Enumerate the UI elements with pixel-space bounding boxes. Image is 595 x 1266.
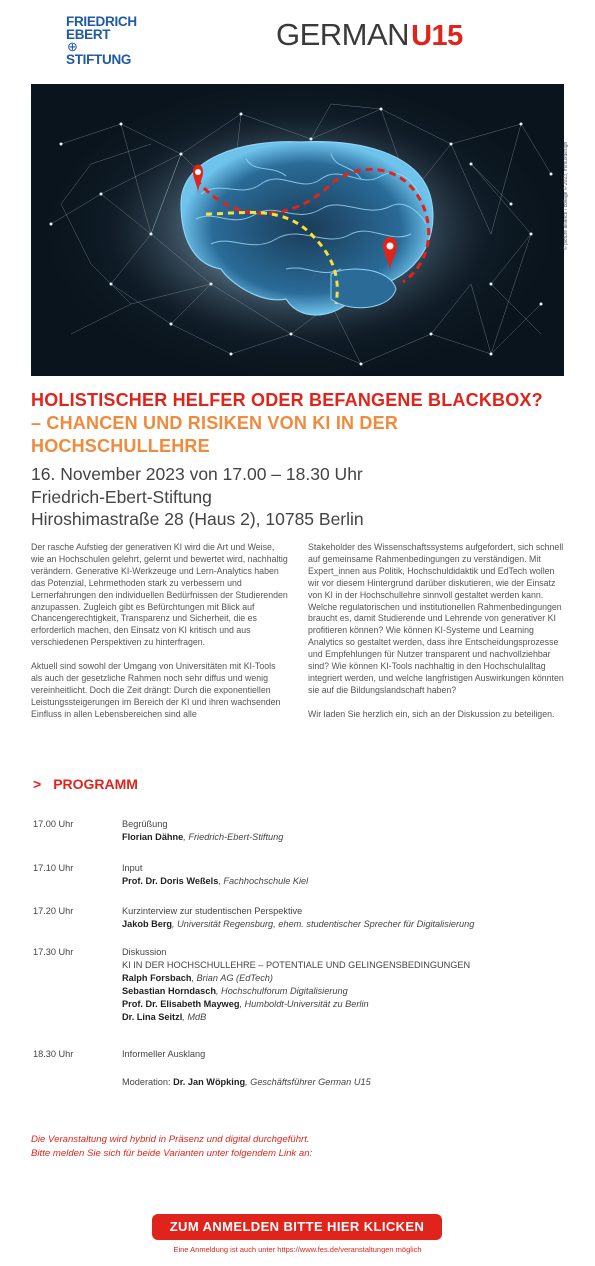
fes-logo <box>66 16 146 66</box>
program-time: 17.00 Uhr <box>33 819 74 829</box>
chevron-right-icon: > <box>33 776 42 792</box>
event-venue: Friedrich-Ebert-Stiftung <box>31 487 212 507</box>
german-u15-word: GERMAN <box>276 17 410 52</box>
plus-icon: ⊕ <box>67 39 78 54</box>
program-time: 17.10 Uhr <box>33 863 74 873</box>
speaker-role: , Hochschulforum Digitalisierung <box>215 986 348 996</box>
german-u15-logo <box>276 18 463 53</box>
registration-hint <box>31 1133 312 1161</box>
speaker-role: , Universität Regensburg, ehem. studentischer Sprecher für Digitalisierung <box>172 919 475 929</box>
speaker-name: Sebastian Horndasch <box>122 986 216 996</box>
hint-line-2: Bitte melden Sie sich für beide Varianten unter folgendem Link an: <box>31 1148 313 1159</box>
hero-image <box>31 84 564 376</box>
program-title: Begrüßung <box>122 819 168 829</box>
program-subtitle: KI IN DER HOCHSCHULLEHRE – POTENTIALE UND GELINGENSBEDINGUNGEN <box>122 960 471 970</box>
register-button[interactable]: ZUM ANMELDEN BITTE HIER KLICKEN <box>152 1214 442 1240</box>
program-title: Input <box>122 863 143 873</box>
speaker-name: Ralph Forsbach <box>122 973 192 983</box>
program-title: Informeller Ausklang <box>122 1049 206 1059</box>
headline-line-1: HOLISTISCHER HELFER ODER BEFANGENE BLACKBOX? <box>31 390 543 410</box>
speaker-name: Prof. Dr. Doris Weßels <box>122 876 219 886</box>
body-left-column <box>31 542 288 732</box>
headline-line-3: HOCHSCHULLEHRE <box>31 436 210 456</box>
program-title: Diskussion <box>122 947 167 957</box>
speaker-name: Florian Dähne <box>122 832 184 842</box>
headline-line-2: – CHANCEN UND RISIKEN VON KI IN DER <box>31 413 399 433</box>
speaker-role: , Fachhochschule Kiel <box>218 876 309 886</box>
program-title: Kurzinterview zur studentischen Perspektive <box>122 906 303 916</box>
registration-url-note[interactable]: Eine Anmeldung ist auch unter https://www.fes.de/veranstaltungen möglich <box>173 1245 422 1254</box>
speaker-role: , Friedrich-Ebert-Stiftung <box>183 832 284 842</box>
programm-heading <box>33 776 138 792</box>
brain-network-illustration <box>31 84 564 376</box>
hint-line-1: Die Veranstaltung wird hybrid in Präsenz und digital durchgeführt. <box>31 1134 310 1145</box>
body-paragraph: Der rasche Aufstieg der generativen KI wird die Art und Weise, wie an Hochschulen gelehrt, gelernt und bewertet wird, nachhaltig verändern. Generative KI-Werkzeuge und Lern-Analytics haben das Potenzial, Lehrmethoden stark zu verbessern und Lernerfahrungen den individuellen Bedürfnissen der Studierenden anzupassen. Zugleich gibt es Befürchtungen mit Blick auf Chancengerechtigkeit, Transparenz und Sicherheit, die es erforderlich machen, den Einsatz von KI kritisch und aus verschiedenen Perspektiven zu hinterfragen. <box>31 542 288 648</box>
speaker-name: Prof. Dr. Elisabeth Mayweg <box>122 999 240 1009</box>
event-date: 16. November 2023 von 17.00 – 18.30 Uhr <box>31 464 363 484</box>
fes-logo-line-3: STIFTUNG <box>66 51 132 67</box>
body-paragraph: Stakeholder des Wissenschaftssystems aufgefordert, sich schnell auf gemeinsame Rahmenbedingungen zu verständigen. Mit Expert_innen aus Politik, Hochschuldidaktik und EdTech wollen wir vor diesem Hintergrund darüber diskutieren, wie der Einsatz von KI in der Hochschullehre sinnvoll gestaltet werden kann. Welche regulatorischen und institutionellen Rahmenbedingungen braucht es, damit Studierende und Lehrende von generativer KI profitieren können? Wie können KI-Systeme und Learning Analytics so gestaltet werden, dass ihre Entscheidungsprozesse und Empfehlungen für Nutzer transparent und nachvollziehbar sind? Wie können KI-Tools nachhaltig in den Hochschulalltag integriert werden, und welche langfristigen Auswirkungen könnten sie auf die Bildungslandschaft haben? <box>308 542 564 695</box>
program-time: 17.20 Uhr <box>33 906 74 916</box>
body-paragraph: Aktuell sind sowohl der Umgang von Universitäten mit KI-Tools als auch der gesetzliche Rahmen noch sehr diffus und wenig vereinheitlicht. Doch die Zeit drängt: Durch die exponentiellen Leistungssteigerungen im Bereich der KI und ihren wachsenden Einfluss in allen Lebensbereichen sind alle <box>31 661 281 719</box>
body-paragraph: Wir laden Sie herzlich ein, sich an der Diskussion zu beteiligen. <box>308 708 555 719</box>
body-right-column <box>308 542 565 732</box>
image-credit: © picture alliance / collage © 2023, mirsuxdesign <box>563 141 569 250</box>
fes-logo-line-1: FRIEDRICH <box>66 14 137 29</box>
fes-logo-line-2: EBERT ⊕ <box>66 29 146 54</box>
programm-heading-label: PROGRAMM <box>53 776 138 792</box>
speaker-role: , Brian AG (EdTech) <box>191 973 273 983</box>
speaker-name: Dr. Lina Seitzl <box>122 1012 183 1022</box>
moderation-label: Moderation: <box>122 1077 174 1087</box>
speaker-role: , Humboldt-Universität zu Berlin <box>239 999 369 1009</box>
speaker-name: Jakob Berg <box>122 919 173 929</box>
program-time: 18.30 Uhr <box>33 1049 74 1059</box>
moderator-role: , Geschäftsführer German U15 <box>245 1077 371 1087</box>
event-address: Hiroshimastraße 28 (Haus 2), 10785 Berlin <box>31 509 364 529</box>
u15-mark: U15 <box>411 20 463 52</box>
program-time: 17.30 Uhr <box>33 947 74 957</box>
moderator-name: Dr. Jan Wöpking <box>173 1077 246 1087</box>
speaker-role: , MdB <box>182 1012 207 1022</box>
